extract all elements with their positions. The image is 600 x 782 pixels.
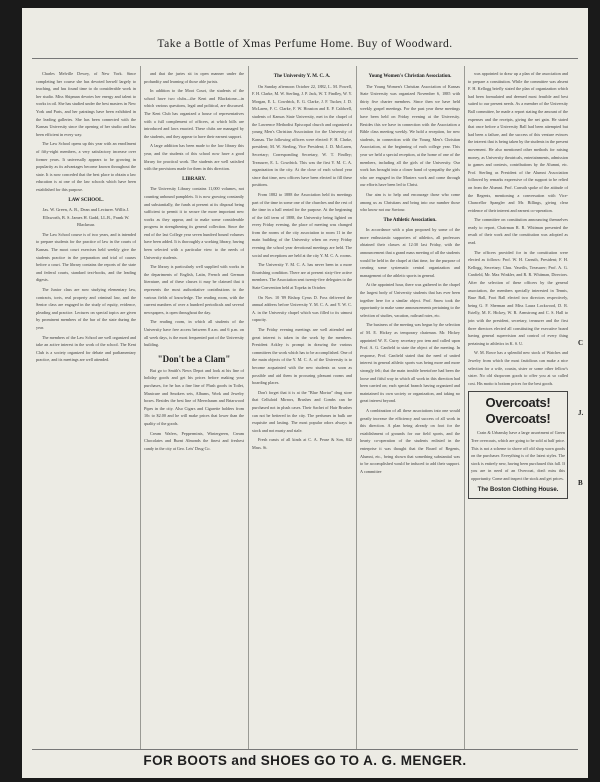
article-paragraph: The officers provided for in the constitution were elected as follows: Prof. W. H. Carruth, President; F. H. Kellogg, Secretary; Chas. Vaseilis, Treasurer; Prof. A. G. Canfield, Mr. Max Winkler, and R. R. Whitman, Directors. After the selection of these officers by the general association, the members specially interested in Tennis, Base Ball, Foot Ball elected two directors respectively, being G. F. Sherman and Miss Laura Lockwood, D. R. Estelly, M. E. Hickey, W. R. Armstrong and C. S. Hall to join with the president, secretary, treasurer and the first three directors elected all constituting the executive board having general supervision and control of every thing pertaining to athletics in K. S. U. xyxy=(468,249,568,346)
column-2 xyxy=(144,70,244,750)
article-heading: Young Women's Christian Association. xyxy=(368,74,452,79)
article-paragraph: In addition to the Moot Court, the students of the school have two clubs—the Kent and Blackstone—in which various questions, legal and political, are discussed. The Kent Club has organized a house of representatives with a full complement of officers, at which bills are introduced and laws enacted. These clubs are managed by the students, and they appear to have their earnest support. xyxy=(144,88,244,139)
faculty-names: Jas. W. Green, A. B., Dean and Lecturer. Willis J. Ellsworth, B. S. James H. Gadd, LL.B., Frank W. Blackmar. xyxy=(42,207,130,228)
article-paragraph: and that the juries sit in open manner under the profundity and learning of those able jurists. xyxy=(144,71,244,84)
bottom-rule xyxy=(32,749,578,750)
cropped-edge-text xyxy=(578,308,588,518)
ad-paragraph: Cream Wafers, Peppermints, Wintergreen, Cream Chocolates and Burnt Almonds the finest and freshest candy in the city at Geo. Leis' Drug Co. xyxy=(144,430,244,451)
column-divider xyxy=(356,66,357,750)
article-paragraph: The Young Women's Christian Association of Kansas State University was organized November 6, 1885 with thirty five charter members. Since then we have held weekly gospel meetings. For the past year these meetings have been held on Friday evening at the University. Besides this we have in connection with the Association a Bible class meeting weekly. We hold a reception, for new students, in connection with the Young Men's Christian Association, at the beginning of each college year. This year we held a special reception, at the home of one of the members, including all the girls of the University. Our work has brought into a closer band of sympathy the girls who are engaged in the Masters work and come through our efforts have been led to Christ. xyxy=(360,83,460,188)
article-paragraph: The University Library contains 11,000 volumes, not counting unbound pamphlets. It is now growing constantly and substantially, the funds at present at its disposal being sufficient to permit it to secure the more important new works as they appear, and to make some considerable progress in strengthening its general collection. Since the end of the last College year seven hundred bound volumes have been added. It is thoroughly a working library, having been selected with a particular view to the needs of University students. xyxy=(144,186,244,260)
ad-paragraph: W. M. Rowe has a splendid new stock of Watches and Jewelry from which the most fastidious can make a nice selection for a wife, cousin, sister or some other fellow's sister. No old shopworn goods to offer you at so called cost. His motto is bottom prices for the best goods. xyxy=(468,350,568,386)
ad-paragraph: Fresh roasts of all kinds at C. A. Pease & Son, 842 Mass. St. xyxy=(252,437,352,450)
ad-paragraph: Crain & Urbansky have a large assortment of Green Tree overcoats, which are going to be sold at half price. This is not a scheme to shove off old shop worn goods on the purchaser. Everything is of the latest styles. The stock is entirely new, having been purchased this fall. If you are in need of an Overcoat, don't miss this opportunity. Come and inspect the stock and get prices. xyxy=(471,430,565,481)
section-heading: LIBRARY. xyxy=(182,176,206,182)
article-paragraph: The University Y. M. C. A. has never been in a more flourishing condition. There are at present sixty-five active members. The Association sent twenty-five delegates to the State Convention held at Topeka in October. xyxy=(252,262,352,291)
overcoat-ad xyxy=(468,391,568,498)
column-divider xyxy=(248,66,249,750)
top-banner-ad: Take a Bottle of Xmas Perfume Home. Buy of Woodward. xyxy=(157,38,453,50)
column-divider xyxy=(464,66,465,750)
column-1 xyxy=(36,70,136,750)
article-paragraph: The library is particularly well supplied with works in the departments of English, Latin, French and German literature, and of these classes it may be claimed that it represents the most authoritative contributions to the various fields of knowledge. The reading room, with the current numbers of over a hundred periodicals and several newspapers, is open throughout the day. xyxy=(144,264,244,315)
article-paragraph: The reading room, in which all students of the University have free access between 8 a.m. and 6 p.m. on all week days, is the most frequented part of the University building. xyxy=(144,319,244,348)
article-paragraph: The members of the Law School are well organized and take an active interest in the work of the school. The Kent Club is a society organized for debate and parliamentary practice, and its meetings are well attended. xyxy=(36,334,136,363)
article-paragraph: The Friday evening meetings are well attended and great interest is taken in the work by the members. President Ackley is prompt in drawing the various committees the work which has to be accomplished. One of the main objects of the Y. M. C. A. of the University is to become acquainted with the new students as soon as possible and aid them in procuring pleasant rooms and boarding places. xyxy=(252,327,352,386)
article-paragraph: Charles Melville Dewey, of New York. Since completing her course she has devoted herself largely to teaching, and has found time to do considerable work in her studio. Miss Shipman devotes her energy and talent to works in oil. She has studied under the best masters in New York and Paris, and her paintings have been exhibited in the leading galleries. She has been connected with the Kansas University since the opening of her studio and has been efficient in every way. xyxy=(36,71,136,137)
ad-paragraph: But go to Smith's News Depot and look at his line of holiday goods and get his prices before making your purchases, for he has a fine line of Plush goods in Toilet, Manicure and Smokers sets, Albums, Work and Jewelry boxes. Besides the best line of Meerchaum and Briarwood Pipes in the city. Also Cigars and Cigarette holders from 10c to $2.00 and he will make prices that lower than the quality of the goods. xyxy=(144,367,244,426)
ad-paragraph: Don't forget that it is at the "Blue Mortar" drug store that Celluloid Mirrors, Brushes and Combs can be purchased not in plush cases. Their Sachet of Hair Brushes can not be bettered in the city. The perfumes in bulk are exquisite and lasting. The most popular odors always in stock and not musty and stale. xyxy=(252,389,352,433)
article-heading: The Athletic Association. xyxy=(383,217,437,223)
article-paragraph: The business of the meeting was begun by the selection of M. E. Hickey as temporary chairman. Mr. Hickey appointed W. E. Curry secretary pro tem and called upon Prof. A. G. Canfield to state the object of the meeting. In response, Prof. Canfield stated that the need of united interest in general athletic sports was being more and more strongly felt; that the main trouble heretofore had been the loose and fitful way in which all work in this direction had been carried on; each special branch having organized and maintained its own society or organization, and taking no great interest beyond. xyxy=(360,322,460,404)
article-paragraph: A large addition has been made to the law library this year, and the students of this school now have a good library for practical work. The students are well satisfied with the provisions made for them in this direction. xyxy=(144,143,244,172)
column-3 xyxy=(252,70,352,750)
edge-letter: C xyxy=(578,339,584,347)
article-paragraph: was appointed to draw up a plan of the association and to prepare a constitution. While the committee was absent F. H. Kellogg briefly stated the plan of organization which had been formulated and deemed most feasible and best suited to our present needs. As a member of the University Ball committee, he made a report stating the amount of the expenses and the receipts, giving the net gain. He stated that once before a University Ball had been attempted but had been a failure, and the success of this venture evinces the interest that is being taken by the students in the present movement. He also mentioned other methods for raising money, as University theatricals, entertainments, admission to games and contests, contributions by the Alumni, etc. Prof. Sterling as President of the Alumni Association followed by remarks expressive of the support to be relied on from the Alumni. Prof. Carruth spoke of the attitude of the Regents, mentioning a conversation with Vice-Chancellor Spangler and Mr. Billings, giving clear evidence of their interest and earnest co-operation. xyxy=(468,71,568,213)
article-paragraph: The Law School course is of two years, and is intended to prepare students for the practice of law in the courts of Kansas. The moot court exercises held weekly give the students practice in the preparation and trial of causes before a court. The library contains the reports of the state and federal courts, standard text-books, and the leading digests. xyxy=(36,231,136,283)
edge-letter: J. xyxy=(578,409,584,417)
newspaper-page xyxy=(22,8,588,778)
section-heading: LAW SCHOOL. xyxy=(68,197,104,203)
bottom-banner-ad: FOR BOOTS and SHOES GO TO A. G. MENGER. xyxy=(143,753,467,768)
article-paragraph: A combination of all these associations into one would greatly increase the efficiency and success of all work in this direction. A plan being already on foot for the establishment of grounds for our field sports, and the hearty co-operation of the students enlisted in the enterprise it was thought that the Board of Regents, Alumni, etc., being shown that something substantial was to be accomplished would be induced to add their support. A committee xyxy=(360,407,460,474)
ad-store-name: The Boston Clothing House. xyxy=(477,486,559,493)
article-heading: The University Y. M. C. A. xyxy=(273,74,331,79)
column-divider xyxy=(140,66,141,750)
top-rule xyxy=(32,58,578,59)
edge-letter: B xyxy=(578,479,583,487)
column-4 xyxy=(360,70,460,750)
article-paragraph: From 1882 to 1888 the Association held its meetings part of the time in some one of the churches and the rest of the time in a hall rented for the purpose. At the beginning of the fall term of 1888, the University being lighted on every Friday evening, the place of meeting was changed from the rooms of the city association to room 11 in the main building of the University when on every Friday evening the school year devotional meetings are held. The social and receptions are held at the city Y. M. C. A. rooms. xyxy=(252,191,352,258)
ad-headline: Overcoats! Overcoats! xyxy=(485,395,551,427)
article-paragraph: The committee on constitution announcing themselves ready to report, Chairman R. R. Whitman presented the result of their work and the constitution was adopted as read. xyxy=(468,217,568,246)
article-paragraph: The Junior class are now studying elementary law, contracts, torts, real property and criminal law, and the Senior class are engaged in the study of equity, evidence, pleading and practice. Lectures on special topics are given by prominent members of the bar of the state during the year. xyxy=(36,287,136,330)
column-5 xyxy=(468,70,568,750)
article-paragraph: On Sunday afternoon October 22, 1882, L. M. Powell, F. H. Clarke, M. W. Sterling, J. P. Jack, W. T. Findley, W. Y. Morgan, E. L. Cowdrick, E. G. Clarke, J. F. Tucker, J. D. McLaren, F. C. Clarke, F. W. Houston and E. P. Caldwell, students of Kansas State University, met in the chapel of the Lawrence Methodist Episcopal church and organized a young Men's Christian Association for the University of Kansas. The following officers were elected: F. H. Clarke, president; M. W. Sterling, Vice President; J. D. McLaren, Secretary; Corresponding Secretary, W. T. Findley; Treasurer, E. L. Cowdrick. This was the first Y. M. C. A. organization in the city. At the close of each school year since that time, new officers have been elected to fill these positions. xyxy=(252,83,352,188)
article-paragraph: In accordance with a plan proposed by some of the more enthusiastic supporters of athletics, all professors obtained their classes at 12:30 last Friday, with the announcement that a grand mass meeting of all the students would be held in the chapel at that time, for the purpose of creating some systematic central organization and management of the athletic sports in general. xyxy=(360,227,460,278)
article-paragraph: The Law School opens up this year with an enrollment of fifty-eight members, a very satisfactory increase over former years. It universally appears to be growing in popularity as its advantages become known throughout the state. It is now conceded that the best place to obtain a law education is at one of the law schools which have been established for this purpose. xyxy=(36,141,136,192)
article-paragraph: On Nov. 10 '89 Bishop Cyrus D. Foss delivered the annual address before University Y. M. C. A. and Y. W. C. A. in the University chapel which was filled to its utmost capacity. xyxy=(252,294,352,323)
article-paragraph: Our aim is to help and encourage those who come among us as Christians and bring into our number those who know not our Saviour. xyxy=(360,191,460,213)
article-paragraph: At the appointed hour, there was gathered in the chapel the largest body of University students that has ever been together here for a similar object. Prof. Snow took the opportunity to make some announcements pertaining to the selection of studies, vacation, railroad rates, etc. xyxy=(360,282,460,318)
ad-headline: "Don't be a Clam" xyxy=(157,353,231,364)
